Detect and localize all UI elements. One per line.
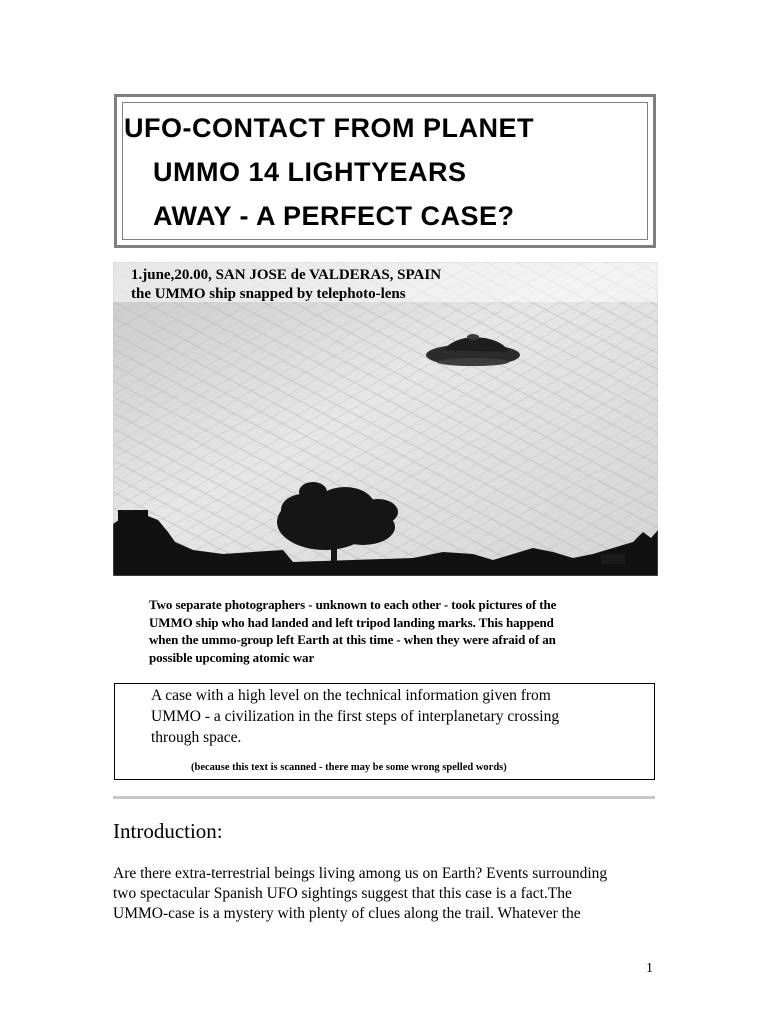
- photo-caption-line-1: 1.june,20.00, SAN JOSE de VALDERAS, SPAIN: [131, 267, 442, 283]
- summary-text: [151, 685, 651, 748]
- summary-line-3: through space.: [151, 729, 242, 746]
- scan-note: (because this text is scanned - there may be some wrong spelled words): [191, 762, 507, 773]
- title-line-1: UFO-CONTACT FROM PLANET: [124, 113, 534, 143]
- ufo-photo-image: [113, 262, 658, 576]
- photo-description-line-3: when the ummo-group left Earth at this time - when they were afraid of an: [149, 632, 556, 647]
- title-frame: [114, 94, 656, 248]
- photo-description-line-4: possible upcoming atomic war: [149, 649, 315, 665]
- section-heading: Introduction:: [113, 819, 223, 843]
- intro-line-2: two spectacular Spanish UFO sightings suggest that this case is a fact.The: [113, 885, 572, 902]
- photo-description: [149, 596, 649, 666]
- title-line-3: AWAY - A PERFECT CASE?: [153, 201, 515, 231]
- page-number: 1: [646, 961, 653, 976]
- section-divider: [113, 796, 655, 799]
- summary-box: [114, 683, 655, 780]
- photo-caption-line-2: the UMMO ship snapped by telephoto-lens: [131, 286, 406, 302]
- summary-line-1: A case with a high level on the technical information given from: [151, 687, 551, 704]
- ufo-photograph: [113, 262, 658, 576]
- photo-description-line-2: UMMO ship who had landed and left tripod landing marks. This happend: [149, 614, 554, 630]
- intro-line-3: UMMO-case is a mystery with plenty of clues along the trail. Whatever the: [113, 905, 581, 922]
- intro-line-1: Are there extra-terrestrial beings living among us on Earth? Events surrounding: [113, 865, 608, 882]
- intro-paragraph: [113, 864, 658, 924]
- summary-line-2: UMMO - a civilization in the first steps of interplanetary crossing: [151, 708, 560, 725]
- photo-description-line-1: Two separate photographers - unknown to each other - took pictures of the: [149, 597, 557, 612]
- title-line-2: UMMO 14 LIGHTYEARS: [153, 157, 467, 187]
